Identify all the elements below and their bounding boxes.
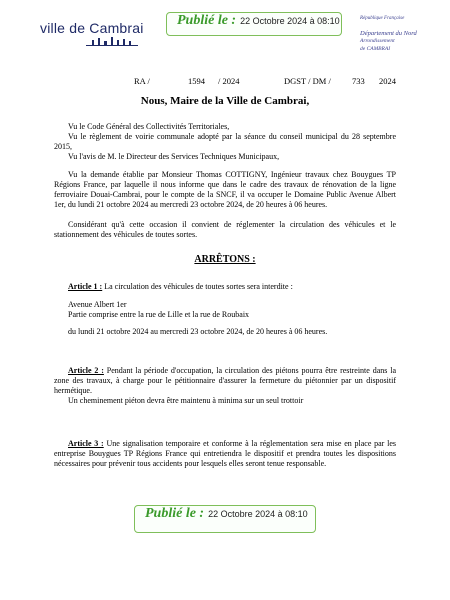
stamp-label-bottom: Publié le : bbox=[145, 506, 205, 521]
vu-avis-directeur: Vu l'avis de M. le Directeur des Services Techniques Municipaux, bbox=[68, 152, 280, 161]
article-1-dates: du lundi 21 octobre 2024 au mercredi 23 octobre 2024, de 20 heures à 06 heures. bbox=[68, 327, 328, 336]
article-1-text: La circulation des véhicules de toutes sortes sera interdite : bbox=[102, 282, 293, 291]
ref-ra-label: RA / bbox=[134, 76, 150, 86]
article-1 bbox=[54, 282, 396, 292]
considerant-text: Considérant qu'à cette occasion il convient de réglementer la circulation des véhicules et le stationnement des véhicules de toutes sortes. bbox=[54, 220, 396, 239]
ref-ra-year: / 2024 bbox=[218, 76, 240, 86]
vu-demande: Vu la demande établie par Monsieur Thomas COTTIGNY, Ingénieur travaux chez Bouygues TP Régions France, par laquelle il nous informe que dans le cadre des travaux de rénovation de la ligne ferroviaire Douai-Cambrai, pour le compte de la SNCF, il va occuper le Domaine Public Avenue Albert 1er, du lundi 21 octobre 2024 au mercredi 23 octobre 2024, de 20 heures à 06 heures. bbox=[54, 170, 396, 209]
article-3-label: Article 3 : bbox=[68, 439, 104, 448]
considerant-block bbox=[54, 220, 396, 240]
article-3-text: Une signalisation temporaire et conforme à la réglementation sera mise en place par les entreprise Bouygues TP Régions France qui entretiendra le dispositif et prendra toutes les dispositions nécessaires pour prévenir tous accidents pour lesquels elles seront tenue responsable. bbox=[54, 439, 396, 468]
publication-stamp bbox=[166, 12, 342, 36]
ref-ra-number: 1594 bbox=[188, 76, 205, 86]
vu-reglement-voirie: Vu le règlement de voirie communale adopté par la séance du conseil municipal du 28 septembre 2015, bbox=[54, 132, 396, 151]
article-1-street: Avenue Albert 1er bbox=[68, 300, 127, 309]
stamp-label: Publié le : bbox=[177, 13, 237, 28]
article-2 bbox=[54, 366, 396, 406]
publication-stamp-bottom bbox=[134, 505, 316, 533]
arrondissement-label: Arrondissement bbox=[360, 38, 395, 44]
departement-label: Département du Nord bbox=[360, 30, 417, 37]
city-logo-text: ville de Cambrai bbox=[40, 20, 144, 36]
article-1-period bbox=[54, 327, 396, 337]
article-1-segment: Partie comprise entre la rue de Lille et la rue de Roubaix bbox=[68, 310, 250, 319]
article-2-text: Pendant la période d'occupation, la circulation des piétons pourra être restreinte dans la zone des travaux, à charge pour le pétitionnaire d'assurer la fermeture du piétonnier par un dispositif hermétique. bbox=[54, 366, 396, 395]
document-title: Nous, Maire de la Ville de Cambrai, bbox=[140, 95, 310, 107]
ref-dgst-label: DGST / DM / bbox=[284, 76, 331, 86]
vus-block bbox=[54, 122, 396, 162]
ref-dgst-number: 733 bbox=[352, 76, 365, 86]
stamp-date-bottom: 22 Octobre 2024 à 08:10 bbox=[208, 509, 308, 519]
republique-label: République Française bbox=[360, 16, 405, 21]
article-1-location bbox=[54, 300, 396, 320]
ref-dgst-year: 2024 bbox=[379, 76, 396, 86]
demande-block bbox=[54, 170, 396, 210]
article-2-extra: Un cheminement piéton devra être maintenu à minima sur un seul trottoir bbox=[68, 396, 304, 405]
article-2-label: Article 2 : bbox=[68, 366, 104, 375]
arrondissement-name: de CAMBRAI bbox=[360, 46, 391, 52]
article-3 bbox=[54, 439, 396, 469]
arretons-heading: ARRÊTONS : bbox=[194, 254, 256, 265]
stamp-date: 22 Octobre 2024 à 08:10 bbox=[240, 16, 340, 26]
vu-cgct: Vu le Code Général des Collectivités Territoriales, bbox=[68, 122, 230, 131]
article-1-label: Article 1 : bbox=[68, 282, 103, 291]
city-skyline-logo-icon bbox=[86, 36, 138, 48]
